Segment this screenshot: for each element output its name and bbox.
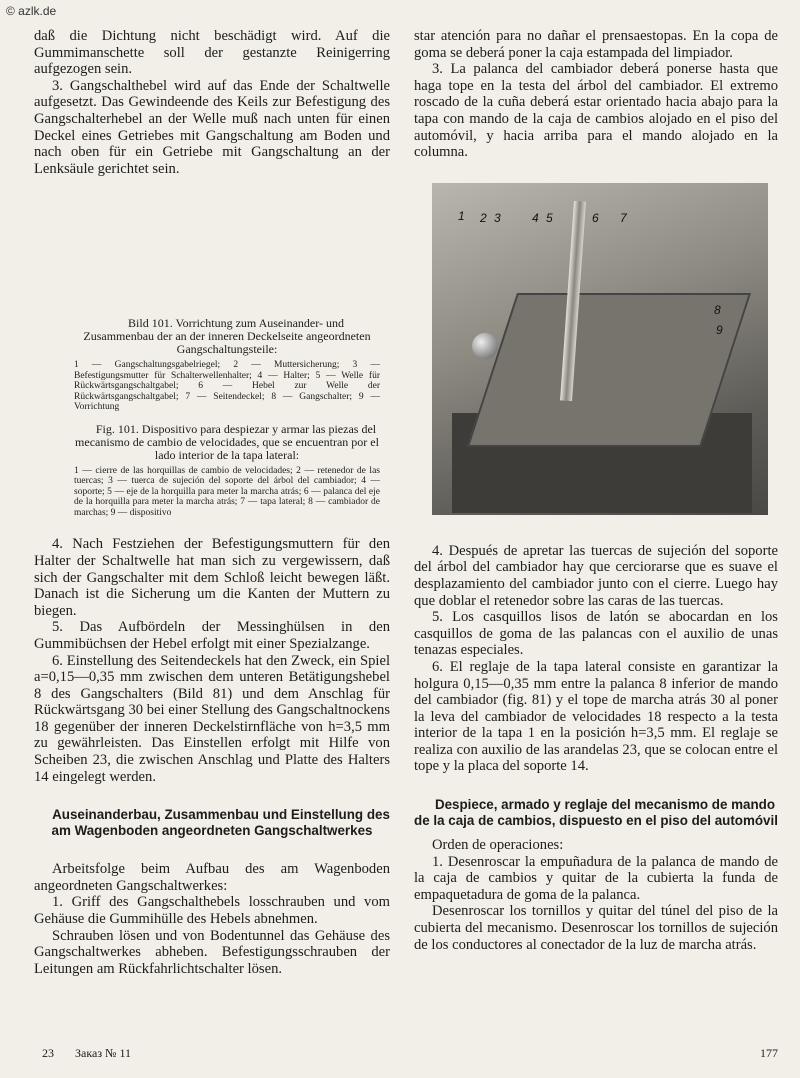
- left-section-heading: Auseinanderbau, Zusammenbau und Einstellung des am Wagenboden angeordneten Gangschaltwerkes: [51, 807, 390, 839]
- right-para-4: 4. Después de apretar las tuercas de sujeción del soporte del árbol del cambiador hay que cerciorarse que es suave el desplazamiento del cambiador junto con el cierre. Luego hay que doblar el retenedor sobre las caras de las tuercas.: [414, 542, 778, 609]
- left-para-top-2: 3. Gangschalthebel wird auf das Ende der Schaltwelle aufgesetzt. Das Gewindeende des Keils zur Befestigung des Gangschalterhebel an der Welle muß nach unten für einen Deckel eines Getriebes mit Gangschaltung am Boden und nach oben für ein Getriebe mit Gangschaltung an der Lenksäule gerichtet sein.: [34, 77, 390, 177]
- photo-label: 1: [458, 208, 465, 223]
- caption-de-legend: 1 — Gangschaltungsgabelriegel; 2 — Muttersicherung; 3 — Befestigungsmutter für Schalterwellenhalter; 4 — Halter; 5 — Welle für Rückwärtsgangschaltgabel; 6 — Hebel zur Welle der Rückwärtsgangschaltgabel; 7 — Seitendeckel; 8 — Gangschalter; 9 — Vorrichtung: [74, 360, 380, 413]
- right-para-9: Desenroscar los tornillos y quitar del túnel del piso de la cubierta del mecanismo. Desenroscar los tornillos de sujeción de los conductores al conectador de la luz de marcha atrás.: [414, 903, 778, 953]
- photo-knob: [472, 333, 498, 359]
- right-para-8: 1. Desenroscar la empuñadura de la palanca de mando de la caja de cambios y quitar de la cubierta la funda de empaquetadura de goma de la palanca.: [414, 853, 778, 903]
- photo-label: 9: [716, 322, 723, 337]
- photo-label: 8: [714, 302, 721, 317]
- right-column: [414, 28, 778, 953]
- photo-label: 5: [546, 210, 553, 225]
- photo-plate: [467, 293, 751, 447]
- photo-label: 3: [494, 210, 501, 225]
- left-para-top-1: daß die Dichtung nicht beschädigt wird. Auf die Gummimanschette soll der gestanzte Reinigerring aufgezogen sein.: [34, 28, 390, 78]
- footer-left: [42, 1046, 131, 1061]
- right-para-6: 6. El reglaje de la tapa lateral consiste en garantizar la holgura 0,15—0,35 mm entre la palanca 8 inferior de mando del cambiador (fig. 81) y el tope de marcha atrás 30 al poner la leva del cambiador de velocidades 18 respecto a la testa interior de la tapa 1 en la posición h=3,5 mm. El reglaje se realiza con auxilio de las arandelas 23, que se colocan entre el tope y la placa del soporte 14.: [414, 658, 778, 775]
- right-section-heading: Despiece, armado y reglaje del mecanismo de mando de la caja de cambios, dispuesto en el piso del automóvil: [414, 797, 778, 829]
- left-para-6: 6. Einstellung des Seitendeckels hat den Zweck, ein Spiel a=0,15—0,35 mm zwischen dem unteren Betätigungshebel 8 des Gangschalters (Bild 81) und dem Anschlag für Rückwärtsgang 30 bei einer Stellung des Gangschaltnockens 18 gegenüber der inneren Deckelstirnfläche von h=3,5 mm zu gewährleisten. Das Einstellen erfolgt mit Hilfe von Scheiben 23, die zwischen Anschlag und Platte des Halters 14 eingelegt werden.: [34, 652, 390, 785]
- right-para-top-2: 3. La palanca del cambiador deberá ponerse hasta que haga tope en la testa del árbol del cambiador. El extremo roscado de la cuña deberá estar orientado hacia abajo para la tapa con mando de la caja de cambios alojado en el piso del automóvil, y hacia arriba para el mando alojado en la columna.: [414, 61, 778, 161]
- caption-es-legend: 1 — cierre de las horquillas de cambio de velocidades; 2 — retenedor de las tuercas; 3 — tuerca de sujeción del soporte del árbol del cambiador; 4 — soporte; 5 — eje de la horquilla para meter la marcha atrás; 6 — palanca del eje de la horquilla para meter la marcha atrás; 7 — tapa lateral; 8 — cambiador de marchas; 9 — dispositivo: [74, 465, 380, 518]
- right-para-5: 5. Los casquillos lisos de latón se abocardan en los casquillos de goma de las palancas con el auxilio de unas tenazas especiales.: [414, 609, 778, 659]
- left-para-7: Arbeitsfolge beim Aufbau des am Wagenboden angeordneten Gangschaltwerkes:: [34, 861, 390, 894]
- left-para-8: 1. Griff des Gangschalthebels losschrauben und vom Gehäuse die Gummihülle des Hebels abnehmen.: [34, 894, 390, 928]
- footer-left-page-number: 23: [42, 1046, 54, 1060]
- left-para-5: 5. Das Aufbördeln der Messinghülsen in den Gummibüchsen der Hebel erfolgt mit einer Spezialzange.: [34, 619, 390, 652]
- footer-order-number: Заказ № 11: [75, 1046, 132, 1060]
- photo-label: 6: [592, 210, 599, 225]
- left-para-4: 4. Nach Festziehen der Befestigungsmuttern für den Halter der Schaltwelle hat man sich zu vergewissern, daß sich der Gangschalter mit dem Schloß leicht bewegen läßt. Danach ist die Sicherung um die Kanten der Muttern zu biegen.: [34, 536, 390, 619]
- photo-label: 2: [480, 210, 487, 225]
- caption-es-title: Fig. 101. Dispositivo para despiezar y armar las piezas del mecanismo de cambio de velocidades, que se encuentran por el lado interior de la tapa lateral:: [75, 421, 379, 462]
- photo-label: 4: [532, 210, 539, 225]
- right-para-top-1: star atención para no dañar el prensaestopas. En la copa de goma se deberá poner la caja estampada del limpiador.: [414, 28, 778, 61]
- right-para-7: Orden de operaciones:: [432, 837, 564, 854]
- figure-caption-german: [34, 317, 390, 518]
- left-column: [34, 28, 390, 977]
- left-para-9: Schrauben lösen und von Bodentunnel das Gehäuse des Gangschaltwerkes abheben. Befestigungsschrauben der Leitungen am Rückfahrlichtschalter lösen.: [34, 927, 390, 977]
- caption-de-title: Bild 101. Vorrichtung zum Auseinander- und Zusammenbau der an der inneren Deckelseite angeordneten Gangschaltungsteile:: [83, 316, 371, 357]
- figure-photo-gearshift-fixture: [432, 183, 768, 515]
- footer-right-page-number: 177: [760, 1046, 778, 1060]
- photo-label: 7: [620, 210, 627, 225]
- watermark: © azlk.de: [6, 4, 57, 18]
